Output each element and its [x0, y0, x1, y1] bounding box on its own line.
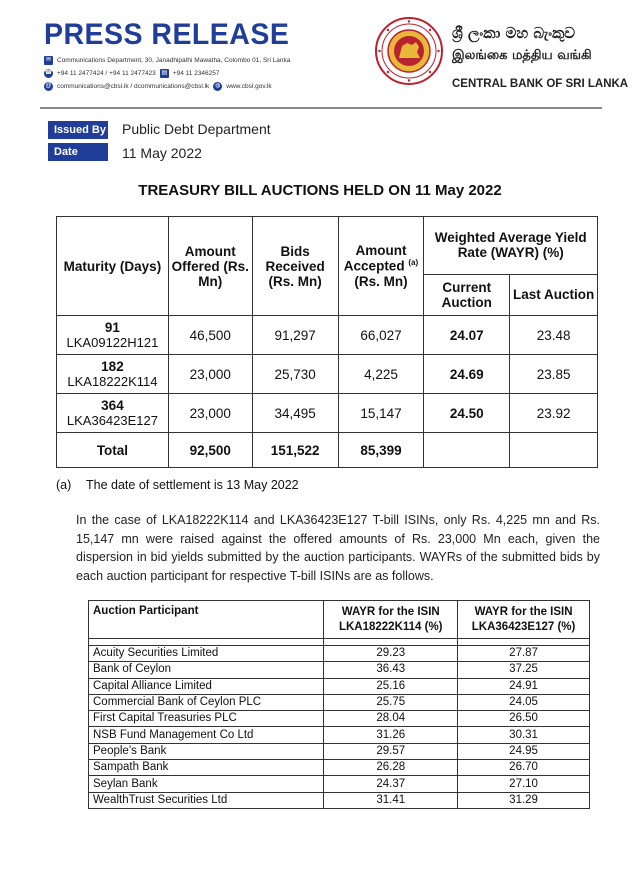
- website-text: www.cbsl.gov.lk: [226, 83, 272, 90]
- fax-icon: ▤: [161, 70, 168, 76]
- address-text: Communications Department, 30, Janadhipathi Mawatha, Colombo 01, Sri Lanka: [57, 57, 291, 64]
- total-empty-cell: [510, 433, 598, 468]
- participants-table: [88, 600, 590, 809]
- note-key: (a): [56, 478, 72, 492]
- last-wayr-cell: 23.48: [510, 316, 598, 355]
- current-wayr-cell: 24.07: [424, 316, 510, 355]
- wayr-isin-364-cell: 26.50: [458, 711, 590, 727]
- table-row: [89, 711, 590, 727]
- table-row: [89, 694, 590, 710]
- address-line: [44, 56, 290, 65]
- accepted-header-label: Amount Accepted: [343, 243, 407, 274]
- maturity-cell: [57, 355, 169, 394]
- wayr-isin-364-header: WAYR for the ISIN LKA36423E127 (%): [458, 601, 590, 639]
- participant-name-cell: Sampath Bank: [89, 760, 324, 776]
- wayr-isin-182-cell: 31.26: [324, 727, 458, 743]
- table-row: [89, 662, 590, 678]
- received-header: Bids Received (Rs. Mn): [252, 217, 338, 316]
- offered-cell: 46,500: [168, 316, 252, 355]
- current-auction-header: Current Auction: [424, 274, 510, 315]
- maturity-cell: [57, 316, 169, 355]
- offered-cell: 23,000: [168, 394, 252, 433]
- table-row: [57, 394, 598, 433]
- participant-name-cell: WealthTrust Securities Ltd: [89, 792, 324, 808]
- fax-text: +94 11 2346257: [172, 70, 220, 77]
- wayr-isin-364-cell: 27.10: [458, 776, 590, 792]
- date-label: Date: [48, 143, 108, 161]
- participant-name-cell: Commercial Bank of Ceylon PLC: [89, 694, 324, 710]
- cbsl-seal-icon: [374, 16, 444, 86]
- total-received: 151,522: [252, 433, 338, 468]
- settlement-note: [56, 478, 299, 492]
- bank-name-sinhala: ශ්‍රී ලංකා මහ බැංකුව: [452, 24, 576, 42]
- accepted-header-unit: (Rs. Mn): [354, 273, 408, 289]
- wayr-isin-182-cell: 28.04: [324, 711, 458, 727]
- isin: LKA36423E127: [66, 413, 158, 428]
- wayr-isin-182-cell: 31.41: [324, 792, 458, 808]
- wayr-isin-182-cell: 26.28: [324, 760, 458, 776]
- wayr-isin-364-cell: 24.91: [458, 678, 590, 694]
- last-auction-header: Last Auction: [510, 274, 598, 315]
- current-wayr-cell: 24.50: [424, 394, 510, 433]
- total-label: Total: [57, 433, 169, 468]
- wayr-isin-364-cell: 24.95: [458, 743, 590, 759]
- wayr-isin-182-header: WAYR for the ISIN LKA18222K114 (%): [324, 601, 458, 639]
- wayr-isin-364-cell: 31.29: [458, 792, 590, 808]
- table-row: [57, 316, 598, 355]
- table-row: [89, 743, 590, 759]
- wayr-isin-364-cell: 24.05: [458, 694, 590, 710]
- header-divider: [40, 107, 602, 109]
- wayr-header: Weighted Average Yield Rate (WAYR) (%): [424, 217, 598, 275]
- offered-header: Amount Offered (Rs. Mn): [168, 217, 252, 316]
- maturity-cell: [57, 394, 169, 433]
- wayr-isin-364-cell: 27.87: [458, 646, 590, 662]
- isin: LKA09122H121: [66, 335, 159, 350]
- participant-name-cell: People’s Bank: [89, 743, 324, 759]
- phone-icon: ☎: [44, 70, 53, 76]
- date-value: 11 May 2022: [122, 145, 202, 161]
- last-wayr-cell: 23.92: [510, 394, 598, 433]
- wayr-isin-364-cell: 37.25: [458, 662, 590, 678]
- accepted-header: [338, 217, 424, 316]
- table-row: [89, 792, 590, 808]
- isin: LKA18222K114: [67, 374, 158, 389]
- participant-name-cell: Capital Alliance Limited: [89, 678, 324, 694]
- table-row: [89, 776, 590, 792]
- press-release-title: PRESS RELEASE: [44, 18, 290, 51]
- maturity-header: Maturity (Days): [57, 217, 169, 316]
- bank-name-tamil: இலங்கை மத்திய வங்கி: [452, 48, 592, 63]
- last-wayr-cell: 23.85: [510, 355, 598, 394]
- total-accepted: 85,399: [338, 433, 424, 468]
- phone-line: [44, 69, 220, 78]
- bank-name-english: CENTRAL BANK OF SRI LANKA: [452, 78, 629, 90]
- accepted-cell: 4,225: [338, 355, 424, 394]
- at-icon: @: [45, 83, 52, 89]
- explanation-paragraph: In the case of LKA18222K114 and LKA36423E127 T-bill ISINs, only Rs. 4,225 mn and Rs. 15,147 mn were raised against the offered amounts of Rs. 23,000 Mn each, given the dispersion in bid yields submitted by the auction participants. WAYRs of the submitted bids by each auction participant for respective T-bill ISINs are as follows.: [76, 513, 600, 583]
- participant-name-cell: NSB Fund Management Co Ltd: [89, 727, 324, 743]
- maturity-days: 91: [104, 320, 120, 335]
- received-cell: 34,495: [252, 394, 338, 433]
- participants-header-row: [89, 601, 590, 639]
- note-text: The date of settlement is 13 May 2022: [86, 478, 299, 492]
- table-row: [89, 646, 590, 662]
- maturity-days: 364: [101, 398, 124, 413]
- participant-name-cell: Seylan Bank: [89, 776, 324, 792]
- globe-icon: ◍: [215, 83, 221, 89]
- email-line: [44, 82, 272, 91]
- issued-by-value: Public Debt Department: [122, 121, 271, 137]
- accepted-header-sup: (a): [408, 258, 419, 268]
- accepted-cell: 66,027: [338, 316, 424, 355]
- page-title: TREASURY BILL AUCTIONS HELD ON 11 May 2022: [138, 182, 502, 199]
- table-row: [89, 678, 590, 694]
- wayr-isin-182-cell: 25.16: [324, 678, 458, 694]
- total-offered: 92,500: [168, 433, 252, 468]
- auction-results-table: [56, 216, 598, 468]
- maturity-days: 182: [101, 359, 124, 374]
- participant-header: Auction Participant: [89, 601, 324, 639]
- current-wayr-cell: 24.69: [424, 355, 510, 394]
- accepted-cell: 15,147: [338, 394, 424, 433]
- offered-cell: 23,000: [168, 355, 252, 394]
- table-row: [89, 727, 590, 743]
- participants-body: [89, 646, 590, 809]
- total-row: [57, 433, 598, 468]
- participant-name-cell: First Capital Treasuries PLC: [89, 711, 324, 727]
- participant-name-cell: Bank of Ceylon: [89, 662, 324, 678]
- received-cell: 25,730: [252, 355, 338, 394]
- email-text: communications@cbsl.lk / dcommunications@cbsl.lk: [57, 83, 210, 90]
- wayr-isin-364-cell: 30.31: [458, 727, 590, 743]
- wayr-isin-182-cell: 29.57: [324, 743, 458, 759]
- received-cell: 91,297: [252, 316, 338, 355]
- wayr-isin-182-cell: 29.23: [324, 646, 458, 662]
- envelope-icon: ✉: [45, 57, 52, 63]
- phone-text: +94 11 2477424 / +94 11 2477423: [57, 70, 156, 77]
- table-header-row: [57, 217, 598, 275]
- table-row: [89, 760, 590, 776]
- header-gap-row: [89, 639, 590, 646]
- wayr-isin-182-cell: 24.37: [324, 776, 458, 792]
- issued-by-label: Issued By: [48, 121, 108, 139]
- wayr-isin-182-cell: 36.43: [324, 662, 458, 678]
- table-row: [57, 355, 598, 394]
- total-empty-cell: [424, 433, 510, 468]
- wayr-isin-364-cell: 26.70: [458, 760, 590, 776]
- wayr-isin-182-cell: 25.75: [324, 694, 458, 710]
- participant-name-cell: Acuity Securities Limited: [89, 646, 324, 662]
